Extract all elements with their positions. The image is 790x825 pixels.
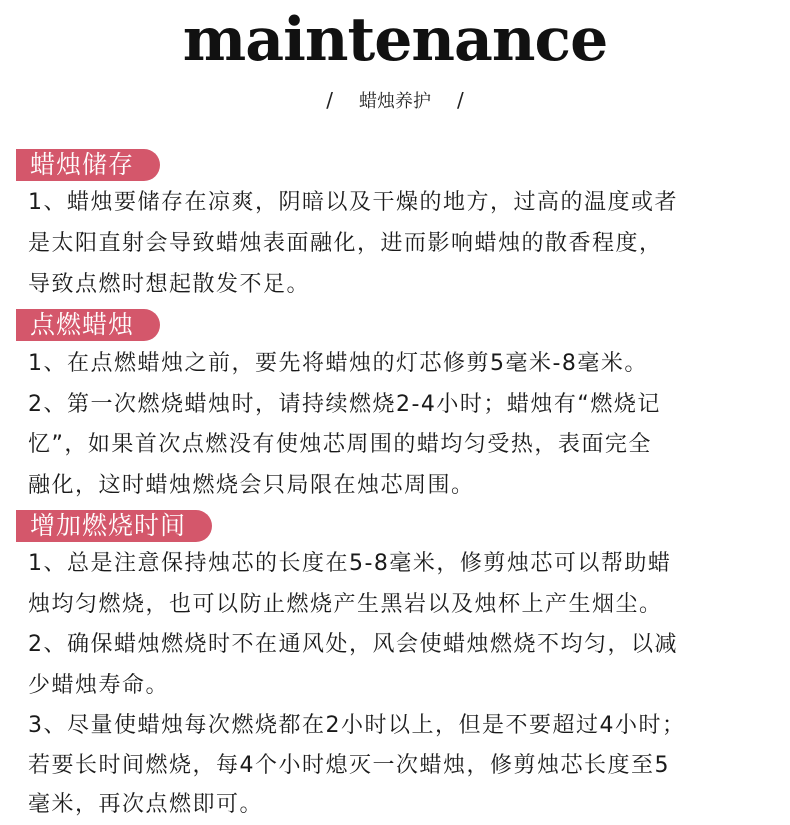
lighting-line-3: 忆”，如果首次点燃没有使烛芯周围的蜡均匀受热，表面完全 xyxy=(28,432,652,457)
lighting-line-2: 2、第一次燃烧蜡烛时，请持续燃烧2-4小时；蜡烛有“燃烧记 xyxy=(28,392,661,417)
section-heading-storage: 蜡烛储存 xyxy=(16,149,160,181)
page-title: maintenance xyxy=(182,5,608,75)
burn-time-line-3: 2、确保蜡烛燃烧时不在通风处，风会使蜡烛燃烧不均匀，以减 xyxy=(28,632,678,657)
burn-time-line-2: 烛均匀燃烧，也可以防止燃烧产生黑岩以及烛杯上产生烟尘。 xyxy=(28,592,663,617)
burn-time-line-7: 毫米，再次点燃即可。 xyxy=(28,792,264,817)
section-heading-burn-time: 增加燃烧时间 xyxy=(16,510,212,542)
page-subtitle xyxy=(0,86,790,116)
lighting-line-4: 融化，这时蜡烛燃烧会只局限在烛芯周围。 xyxy=(28,473,475,498)
subtitle-right-slash: / xyxy=(457,88,464,112)
lighting-line-1: 1、在点燃蜡烛之前，要先将蜡烛的灯芯修剪5毫米-8毫米。 xyxy=(28,351,648,376)
subtitle-left-slash: / xyxy=(326,88,333,112)
burn-time-line-5: 3、尽量使蜡烛每次燃烧都在2小时以上，但是不要超过4小时； xyxy=(28,713,686,738)
burn-time-line-1: 1、总是注意保持烛芯的长度在5-8毫米，修剪烛芯可以帮助蜡 xyxy=(28,551,672,576)
burn-time-line-6: 若要长时间燃烧，每4个小时熄灭一次蜡烛，修剪烛芯长度至5 xyxy=(28,753,670,778)
storage-line-3: 导致点燃时想起散发不足。 xyxy=(28,272,311,297)
storage-line-2: 是太阳直射会导致蜡烛表面融化，进而影响蜡烛的散香程度， xyxy=(28,231,663,256)
burn-time-line-4: 少蜡烛寿命。 xyxy=(28,673,170,698)
storage-line-1: 1、蜡烛要储存在凉爽，阴暗以及干燥的地方，过高的温度或者 xyxy=(28,190,678,215)
section-heading-lighting: 点燃蜡烛 xyxy=(16,309,160,341)
subtitle-text: 蜡烛养护 xyxy=(359,91,431,112)
